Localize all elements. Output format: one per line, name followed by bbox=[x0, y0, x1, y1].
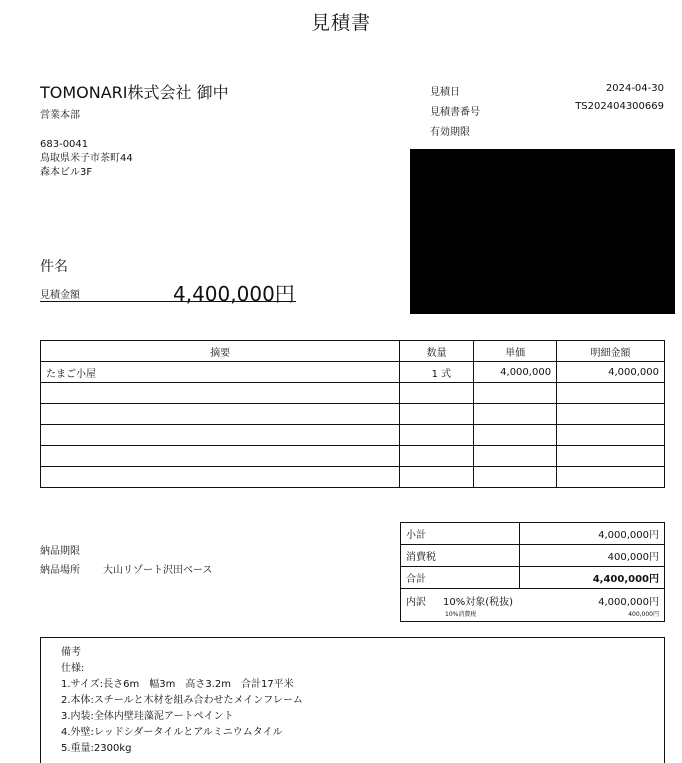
breakdown-label: 内訳 bbox=[406, 597, 426, 608]
subject-label: 件名 bbox=[40, 259, 68, 275]
header-description: 摘要 bbox=[41, 341, 400, 362]
tax-value: 400,000円 bbox=[520, 545, 665, 567]
breakdown-row bbox=[401, 589, 665, 622]
item-unit-price bbox=[474, 446, 557, 467]
notes-line: 1.サイズ:長さ6m 幅3m 高さ3.2m 合計17平米 bbox=[61, 679, 294, 690]
item-quantity bbox=[400, 446, 474, 467]
item-line-total bbox=[557, 446, 665, 467]
delivery-place-label: 納品場所 bbox=[40, 565, 80, 576]
tax-row bbox=[401, 545, 665, 567]
items-table bbox=[40, 340, 665, 488]
document-title: 見積書 bbox=[310, 12, 371, 34]
quote-date-label: 見積日 bbox=[430, 87, 460, 98]
items-header-row bbox=[41, 341, 665, 362]
item-description bbox=[41, 383, 400, 404]
expiry-label: 有効期限 bbox=[430, 127, 470, 138]
item-line-total bbox=[557, 404, 665, 425]
subtotal-row bbox=[401, 523, 665, 545]
tax-label: 消費税 bbox=[401, 545, 520, 567]
item-quantity bbox=[400, 404, 474, 425]
table-row bbox=[41, 467, 665, 488]
notes-line: 5.重量:2300kg bbox=[61, 743, 132, 754]
address-line-2: 森本ビル3F bbox=[40, 167, 93, 178]
address-line-1: 鳥取県米子市茶町44 bbox=[40, 153, 133, 164]
subtotal-label: 小計 bbox=[401, 523, 520, 545]
item-unit-price: 4,000,000 bbox=[474, 362, 557, 383]
notes-title: 備考 bbox=[61, 647, 81, 658]
total-label: 合計 bbox=[401, 567, 520, 589]
item-unit-price bbox=[474, 383, 557, 404]
breakdown-target-value: 4,000,000円 bbox=[598, 597, 659, 608]
delivery-place-value: 大山リゾート沢田ベース bbox=[103, 565, 213, 576]
item-unit-price bbox=[474, 425, 557, 446]
table-row bbox=[41, 425, 665, 446]
quote-amount-label: 見積金額 bbox=[40, 290, 80, 301]
client-address bbox=[40, 138, 133, 180]
header-unit-price: 単価 bbox=[474, 341, 557, 362]
item-line-total: 4,000,000 bbox=[557, 362, 665, 383]
client-name: TOMONARI株式会社 御中 bbox=[40, 83, 229, 102]
redacted-block bbox=[410, 149, 675, 314]
amount-underline bbox=[40, 301, 296, 302]
subtotal-value: 4,000,000円 bbox=[520, 523, 665, 545]
total-row bbox=[401, 567, 665, 589]
quote-amount-value: 4,400,000円 bbox=[173, 282, 295, 306]
quote-date-value: 2024-04-30 bbox=[605, 83, 664, 94]
item-line-total bbox=[557, 467, 665, 488]
quote-number-label: 見積書番号 bbox=[430, 107, 480, 118]
total-value: 4,400,000円 bbox=[520, 567, 665, 589]
table-row bbox=[41, 383, 665, 404]
notes-line: 4.外壁:レッドシダータイルとアルミニウムタイル bbox=[61, 727, 283, 738]
client-department: 営業本部 bbox=[40, 110, 80, 121]
item-unit-price bbox=[474, 467, 557, 488]
breakdown-target-label: 10%対象(税抜) bbox=[443, 597, 514, 608]
item-quantity bbox=[400, 383, 474, 404]
item-quantity bbox=[400, 467, 474, 488]
item-line-total bbox=[557, 425, 665, 446]
totals-table bbox=[400, 522, 665, 622]
delivery-deadline-label: 納品期限 bbox=[40, 546, 80, 557]
item-quantity bbox=[400, 425, 474, 446]
postal-code: 683-0041 bbox=[40, 139, 89, 150]
table-row bbox=[41, 362, 665, 383]
item-description bbox=[41, 467, 400, 488]
notes-line: 仕様: bbox=[61, 663, 85, 674]
notes-line: 2.本体:スチールと木材を組み合わせたメインフレーム bbox=[61, 695, 303, 706]
item-description bbox=[41, 404, 400, 425]
breakdown-tax-value: 400,000円 bbox=[628, 611, 659, 618]
item-line-total bbox=[557, 383, 665, 404]
delivery-place bbox=[40, 561, 213, 576]
header-line-total: 明細金額 bbox=[557, 341, 665, 362]
item-description: たまご小屋 bbox=[41, 362, 400, 383]
quote-number-value: TS202404300669 bbox=[575, 101, 664, 112]
notes-line: 3.内装:全体内壁珪藻泥アートペイント bbox=[61, 711, 234, 722]
table-row bbox=[41, 446, 665, 467]
breakdown-tax-label: 10%消費税 bbox=[445, 611, 477, 618]
notes-box bbox=[40, 637, 665, 763]
table-row bbox=[41, 404, 665, 425]
delivery-deadline bbox=[40, 542, 80, 557]
item-unit-price bbox=[474, 404, 557, 425]
item-description bbox=[41, 425, 400, 446]
header-quantity: 数量 bbox=[400, 341, 474, 362]
item-quantity: 1 式 bbox=[400, 362, 474, 383]
item-description bbox=[41, 446, 400, 467]
